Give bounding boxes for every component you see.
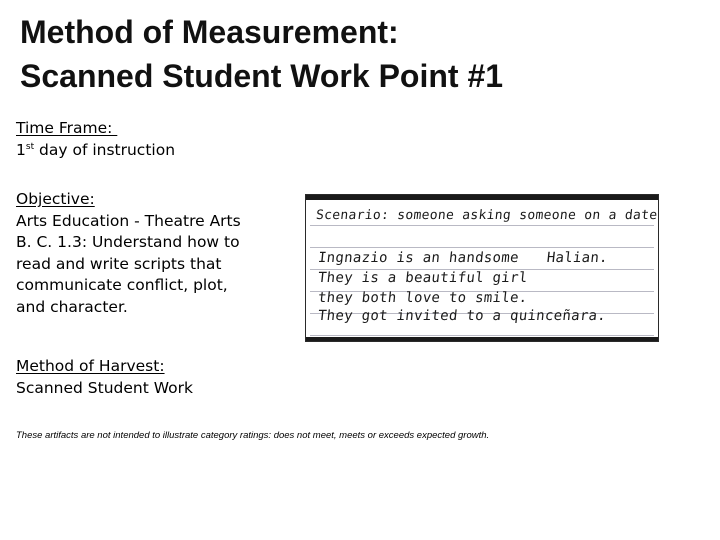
- handwriting-line-2: [317, 250, 609, 266]
- time-frame-ordinal: st: [25, 141, 35, 152]
- time-frame-value: [16, 140, 175, 162]
- paper-rule: [310, 247, 654, 248]
- time-frame-number: 1: [16, 140, 26, 159]
- scanned-student-work-image: [305, 194, 659, 342]
- objective-section: [16, 189, 286, 318]
- paper-rule: [310, 225, 654, 226]
- handwriting-line-5: They got invited to a quinceñara.: [317, 308, 607, 324]
- harvest-label: Method of Harvest:: [16, 357, 165, 375]
- objective-label: Objective:: [16, 190, 95, 208]
- time-frame-label: Time Frame:: [16, 119, 118, 137]
- objective-line-2: B. C. 1.3: Understand how to: [16, 233, 240, 251]
- page-title: [20, 10, 710, 98]
- handwriting-line-2b: Halian.: [545, 250, 609, 266]
- harvest-section: [16, 356, 193, 399]
- paper-rule: [310, 335, 654, 336]
- footnote: These artifacts are not intended to illustrate category ratings: does not meet, meets or exceeds expected growth.: [16, 430, 490, 441]
- handwriting-line-4: they both love to smile.: [317, 290, 529, 306]
- time-frame-section: [16, 118, 175, 161]
- time-frame-text: day of instruction: [34, 140, 176, 159]
- scan-top-edge: [306, 195, 658, 200]
- objective-line-4: communicate conflict, plot,: [16, 276, 228, 294]
- title-line-1: Method of Measurement:: [20, 14, 399, 50]
- scan-bottom-edge: [306, 337, 658, 341]
- handwriting-line-1: [315, 208, 658, 223]
- scenario-label: Scenario:: [315, 208, 390, 223]
- handwriting-line-3: They is a beautiful girl: [317, 270, 529, 286]
- title-line-2: Scanned Student Work Point #1: [20, 58, 504, 94]
- objective-line-3: read and write scripts that: [16, 254, 222, 273]
- objective-line-5: and character.: [16, 297, 128, 316]
- scenario-text: someone asking someone on a date: [396, 208, 659, 223]
- handwriting-line-2a: Ingnazio is an handsome: [317, 250, 520, 266]
- objective-line-1: Arts Education - Theatre Arts: [16, 211, 241, 230]
- harvest-value: Scanned Student Work: [16, 378, 194, 397]
